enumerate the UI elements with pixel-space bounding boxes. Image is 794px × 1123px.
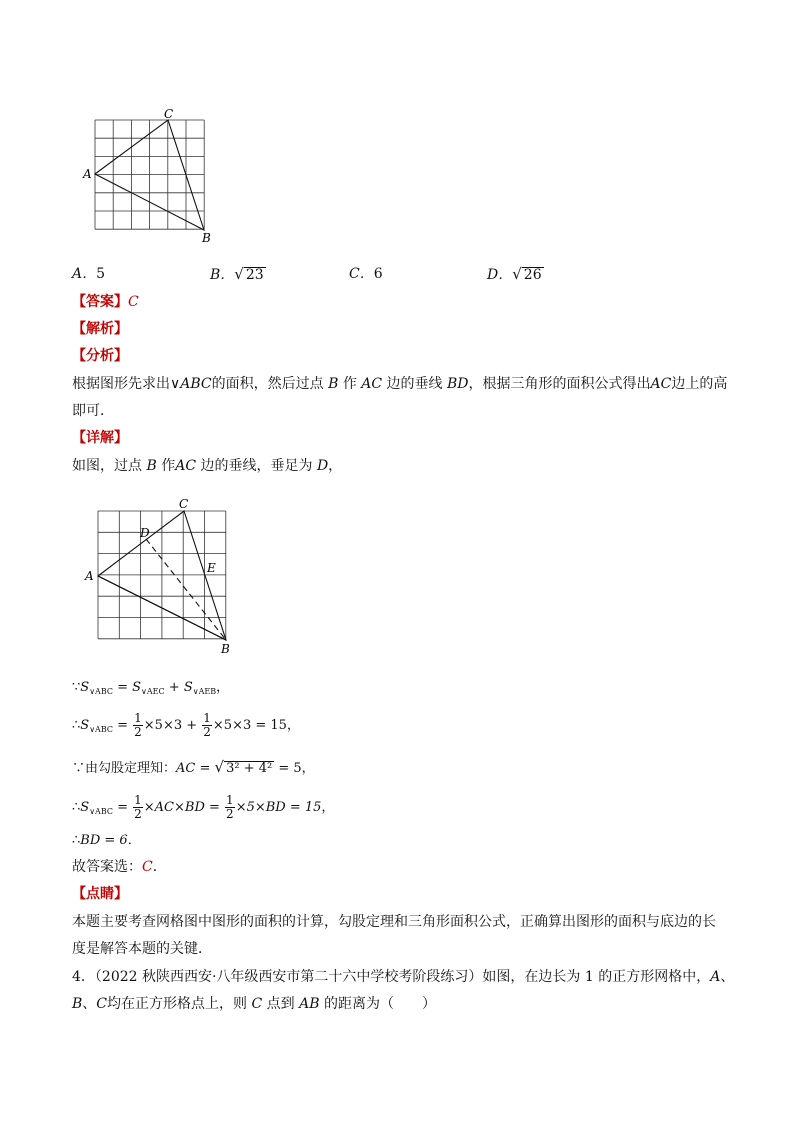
label-b-2: B [221, 642, 230, 656]
grid-figure-2 [80, 494, 240, 656]
label-d-2: D [140, 526, 150, 540]
xiangjie-intro: 如图，过点 B 作AC 边的垂线，垂足为 D， [72, 458, 343, 474]
fenxi-text-line1: 根据图形先求出∨ABC的面积，然后过点 B 作 AC 边的垂线 BD，根据三角形的面积公式得出AC边上的高 [72, 376, 728, 392]
option-a[interactable]: A．5 [72, 266, 106, 282]
equation-5: ∴BD = 6． [72, 833, 141, 848]
label-a-2: A [85, 569, 94, 583]
dianjing-heading: 【点睛】 [72, 886, 128, 902]
equation-2: $\therefore S_{\vee ABC}$ = $\frac{1}{2}$ ×5×3 + $\frac{1}{2}$ ×5×3 = 15， [72, 711, 300, 739]
segment-bd-dashed [146, 539, 226, 640]
grid-figure-1 [80, 104, 220, 244]
question-4-line2: B、C均在正方形格点上，则 C 点到 AB 的距离为（ ） [72, 996, 436, 1012]
label-c: C [164, 107, 174, 121]
label-e-2: E [207, 561, 216, 575]
option-d[interactable]: D．√ 26 [487, 265, 542, 283]
equation-1: $\because S_{\vee ABC} = S_{\vee AEC} + S_{\vee AEB}$， [72, 680, 230, 696]
fenxi-heading: 【分析】 [72, 348, 128, 364]
label-b: B [202, 231, 211, 244]
answer-line: 【答案】C [72, 294, 139, 310]
fenxi-text-line2: 即可． [72, 403, 114, 419]
xiangjie-heading: 【详解】 [72, 430, 128, 446]
dianjing-line1: 本题主要考查网格图中图形的面积的计算，勾股定理和三角形面积公式，正确算出图形的面积与底边的长 [72, 914, 716, 930]
option-c[interactable]: C．6 [349, 266, 383, 282]
conclusion-line: 故答案选：C． [72, 859, 167, 875]
equation-3: ∵由勾股定理知：AC = √ 3² + 4² = 5， [72, 758, 315, 776]
label-a: A [83, 167, 92, 181]
analysis-heading: 【解析】 [72, 321, 128, 337]
label-c-2: C [179, 497, 189, 511]
equation-4: $\therefore S_{\vee ABC}$ = $\frac{1}{2}$ ×AC×BD = $\frac{1}{2}$ ×5×BD = 15， [72, 793, 335, 821]
option-b[interactable]: B．√ 23 [210, 265, 264, 283]
question-4-line1: 4．（2022 秋陕西西安·八年级西安市第二十六中学校考阶段练习）如图，在边长为 1 的正方形网格中，A、 [72, 969, 735, 985]
dianjing-line2: 度是解答本题的关键． [72, 941, 212, 957]
